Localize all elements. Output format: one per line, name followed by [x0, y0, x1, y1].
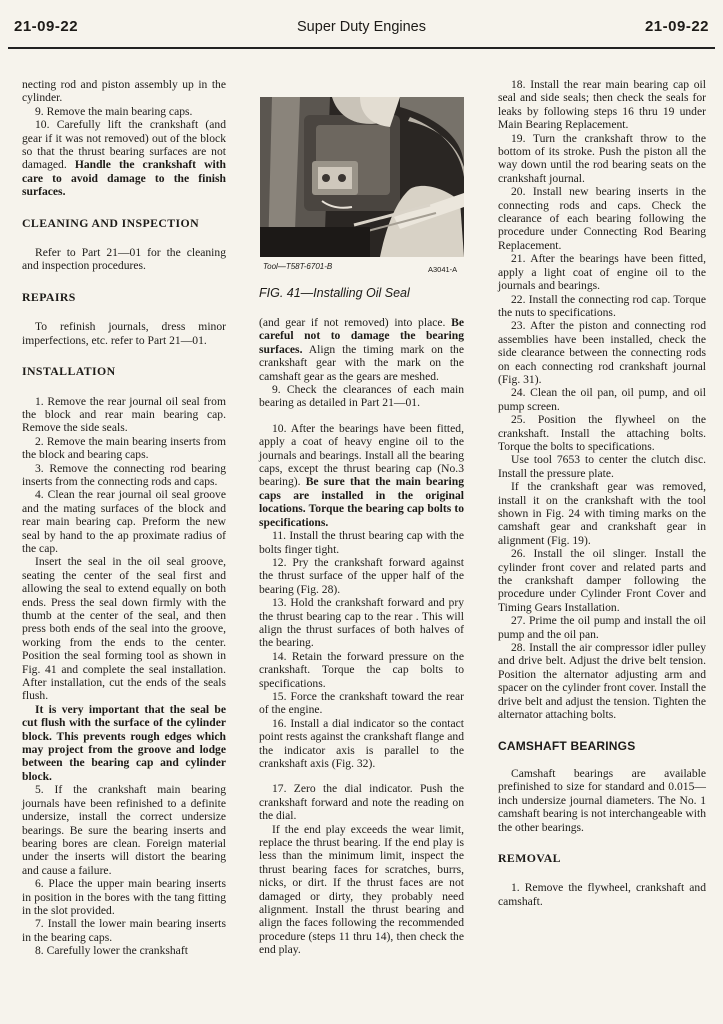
paragraph: 15. Force the crankshaft toward the rear of the engine.	[259, 689, 464, 717]
paragraph: 26. Install the oil slinger. Install the cylinder front cover and related parts and the crankshaft damper following the procedure under Cylinder Front Cover and Timing Gears Installation.	[498, 547, 706, 614]
text-run: (and gear if not removed) into place.	[259, 316, 452, 329]
paragraph: Insert the seal in the oil seal groove, seating the center of the seal first and allowing the seal to extend equally on both ends. Press the seal down firmly with the thumb at the center of the seal, and then press both ends of the seal into the groove, working from the ends to the center. Position the seal forming tool as shown in Fig. 41 and complete the seal installation. After installation, cut the ends of the seals flush.	[22, 555, 226, 703]
paragraph: Use tool 7653 to center the clutch disc. Install the pressure plate.	[498, 453, 706, 480]
paragraph: 21. After the bearings have been fitted, apply a light coat of engine oil to the journals and bearings.	[498, 252, 706, 293]
paragraph: 7. Install the lower main bearing inserts in the bearing caps.	[22, 917, 226, 944]
figure-code: A3041-A	[428, 265, 458, 274]
figure-photo-oil-seal	[260, 97, 464, 257]
paragraph: 9. Remove the main bearing caps.	[35, 104, 193, 118]
paragraph: 11. Install the thrust bearing cap with the bolts finger tight.	[259, 529, 464, 556]
paragraph: Refer to Part 21—01 for the cleaning and inspection procedures.	[22, 246, 226, 273]
section-heading-removal: REMOVAL	[498, 850, 561, 865]
header-rule	[8, 47, 715, 49]
paragraph: 14. Retain the forward pressure on the crankshaft. Torque the cap bolts to specifications.	[259, 649, 464, 690]
paragraph	[22, 118, 226, 198]
warning-text: Handle the crankshaft with care to avoid damage to the finish surfaces.	[22, 158, 226, 199]
page-title: Super Duty Engines	[297, 19, 426, 35]
paragraph: 2. Remove the main bearing inserts from the block and bearing caps.	[22, 434, 226, 462]
paragraph: 19. Turn the crankshaft throw to the bottom of its stroke. Push the piston all the way down until the rod bearing seats on the crankshaft journal.	[498, 131, 706, 185]
paragraph: necting rod and piston assembly up in the cylinder.	[22, 78, 226, 105]
paragraph: 13. Hold the crankshaft forward and pry the thrust bearing cap to the rear . This will align the thrust surfaces of both halves of the bearing.	[259, 596, 464, 650]
paragraph: If the end play exceeds the wear limit, replace the thrust bearing. If the end play is less than the minimum limit, inspect the thrust bearing faces for scratches, burrs, nicks, or dirt. If the thrust faces are not damaged or dirty, they probably need alignment. Install the thrust bearing and align the faces following the recommended procedure (steps 11 thru 14), then check the end play.	[259, 822, 464, 957]
page-header	[0, 18, 723, 44]
figure-tool-label: Tool—T58T-6701-B	[263, 262, 333, 271]
paragraph: 6. Place the upper main bearing inserts in position in the bores with the tang fitting in the slot provided.	[22, 877, 226, 917]
warning-paragraph	[22, 703, 226, 783]
warning-text: Be careful not to damage the bearing surfaces.	[259, 316, 464, 356]
paragraph: 20. Install new bearing inserts in the connecting rods and caps. Check the clearance of each bearing following the procedure under Connecting Rod Bearing Replacement.	[498, 185, 706, 252]
text-run: Align the timing mark on the crankshaft gear with the mark on the camshaft gear as the gears are meshed.	[259, 342, 464, 383]
paragraph: 23. After the piston and connecting rod assemblies have been installed, check the side clearance between the connecting rods on each connecting rod crankshaft journal (Fig. 31).	[498, 319, 706, 386]
figure-caption: FIG. 41—Installing Oil Seal	[259, 286, 410, 300]
text-run: 10. Carefully lift the crankshaft (and gear if it was not removed) out of the block so that the thrust bearing surfaces are not damaged.	[22, 118, 226, 172]
paragraph: 12. Pry the crankshaft forward against the thrust surface of the upper half of the bearing (Fig. 28).	[259, 555, 464, 596]
paragraph: 1. Remove the flywheel, crankshaft and camshaft.	[498, 881, 706, 908]
paragraph: To refinish journals, dress minor imperfections, etc. refer to Part 21—01.	[22, 320, 226, 347]
paragraph: 22. Install the connecting rod cap. Torque the nuts to specifications.	[498, 292, 706, 319]
warning-text: It is very important that the seal be cut flush with the surface of the cylinder block. This prevents rough edges which may project from the groove and lodge between the bearing cap and cylinder block.	[22, 702, 226, 783]
paragraph: Camshaft bearings are available prefinished to size for standard and 0.015—inch undersize journal diameters. The No. 1 camshaft bearing is not interchangeable with the other bearings.	[498, 766, 706, 834]
paragraph	[259, 422, 464, 529]
paragraph	[259, 316, 464, 383]
section-heading-repairs: REPAIRS	[22, 289, 76, 304]
page-number-right: 21-09-22	[644, 18, 709, 35]
paragraph: 4. Clean the rear journal oil seal groove and the mating surfaces of the block and rear main bearing cap. Preform the new seal by hand to the ap proximate radius of the cap.	[22, 488, 226, 555]
paragraph: 18. Install the rear main bearing cap oil seal and side seals; then check the seals for leaks by following steps 16 thru 19 under Main Bearing Replacement.	[498, 78, 706, 132]
page-number-left: 21-09-22	[14, 18, 79, 35]
paragraph: 8. Carefully lower the crankshaft	[35, 944, 188, 958]
paragraph: 28. Install the air compressor idler pulley and drive belt. Adjust the drive belt tension. Position the alternator adjusting arm and spacer on the cylinder front cover. Install the drive belt and adjust the tension. Tighten the alternator attaching bolts.	[498, 641, 706, 722]
section-heading-camshaft-bearings: CAMSHAFT BEARINGS	[498, 738, 636, 753]
paragraph: 24. Clean the oil pan, oil pump, and oil pump screen.	[498, 386, 706, 413]
paragraph: 27. Prime the oil pump and install the oil pump and the oil pan.	[498, 614, 706, 641]
warning-text: Be sure that the main bearing caps are installed in the original locations. Torque the bearing cap bolts to specifications.	[259, 475, 464, 529]
text-run: 10. After the bearings have been fitted, apply a coat of heavy engine oil to the journals and bearings. Install all the bearing caps, except the thrust bearing cap (No.3 bearing).	[259, 421, 464, 489]
paragraph: 17. Zero the dial indicator. Push the crankshaft forward and note the reading on the dial.	[259, 782, 464, 823]
paragraph: 1. Remove the rear journal oil seal from the block and rear main bearing cap. Remove the side seals.	[22, 394, 226, 435]
paragraph: If the crankshaft gear was removed, install it on the crankshaft with the tool shown in Fig. 24 with timing marks on the camshaft gear and crankshaft gear in alignment (Fig. 19).	[498, 480, 706, 547]
paragraph: 16. Install a dial indicator so the contact point rests against the crankshaft flange and the indicator axis is parallel to the crankshaft axis (Fig. 32).	[259, 716, 464, 770]
paragraph: 9. Check the clearances of each main bearing as detailed in Part 21—01.	[259, 383, 464, 410]
paragraph: 5. If the crankshaft main bearing journals have been refinished to a definite undersize, install the correct undersize bearings. Be sure the bearing inserts and bearing bores are clean. Foreign material under the inserts will distort the bearing and cause a failure.	[22, 783, 226, 877]
column-1	[22, 78, 226, 958]
paragraph: 3. Remove the connecting rod bearing inserts from the connecting rods and caps.	[22, 461, 226, 488]
column-2	[259, 316, 464, 957]
column-3	[498, 78, 706, 908]
section-heading-cleaning: CLEANING AND INSPECTION	[22, 215, 200, 230]
paragraph: 25. Position the flywheel on the crankshaft. Install the attaching bolts. Torque the bolts to specifications.	[498, 413, 706, 453]
section-heading-installation: INSTALLATION	[22, 364, 116, 379]
